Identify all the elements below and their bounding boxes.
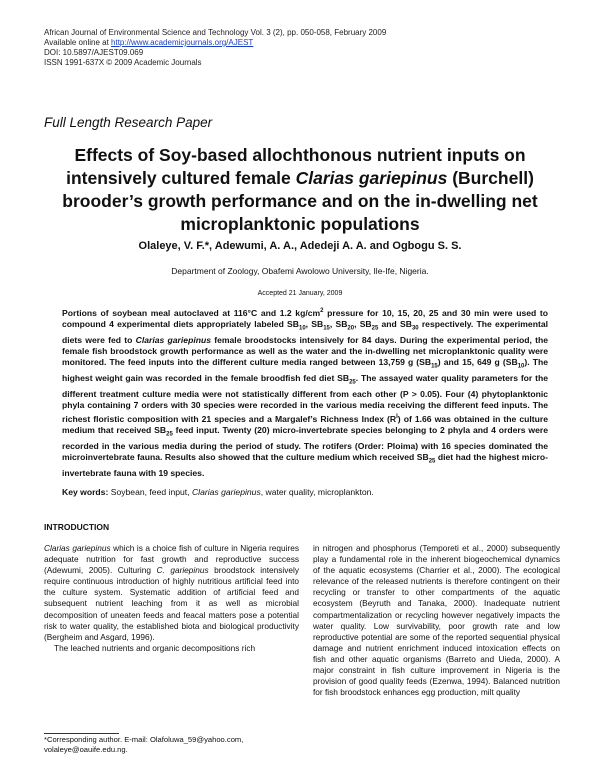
doi-line: DOI: 10.5897/AJEST09.069 bbox=[44, 48, 144, 57]
intro-right-column: in nitrogen and phosphorus (Temporeti et al., 2000) subsequently play a fundamental role in the inherent biogeochemical dynamics of the aquatic ecosystems (Charrier et al., 2000). The ecological relevance of the released nutrients is therefore contingent on their recycling or transfer to other compartments of the aquatic ecosystem (Beyruth and Tanaka, 2000). Inadequate nutrient compartmentalization or recycling however negatively impacts the water quality. Low survivability, poor growth rate and low reproductive potential are some of the reported sequential physical damage and nutrient enrichment induced intoxication effects on fish and other aquatic organisms (Barreto and Uieda, 2000). A major constraint in fish culture improvement in Nigeria is the provision of good quality feeds (Ezenwa, 1994). Balanced nutrition for fish broodstock enhances egg production, milt quality bbox=[313, 543, 560, 698]
paper-title bbox=[30, 144, 570, 236]
keywords-label: Key words: bbox=[62, 487, 109, 497]
intro-paragraph-1: Clarias gariepinus which is a choice fish of culture in Nigeria requires adequate nutrition for fast growth and reproductive success (Adewumi, 2005). Culturing C. gariepinus broodstock intensively require continuous introduction of highly nutritious artificial feed into the culture system. Systematic addition of artificial feed and subsequent nutrient leaching from it as well as microbial decomposition of uneaten feeds and feacal matters pose a potential risk to water quality, the established biota and biological productivity (Bergheim and Asgard, 1996). bbox=[44, 543, 300, 642]
journal-citation: African Journal of Environmental Science and Technology Vol. 3 (2), pp. 050-058, February 2009 bbox=[44, 28, 387, 37]
availability-prefix: Available online at bbox=[44, 38, 112, 47]
availability-line bbox=[44, 38, 253, 48]
article-type: Full Length Research Paper bbox=[44, 115, 213, 130]
affiliation: Department of Zoology, Obafemi Awolowo University, Ile-Ife, Nigeria. bbox=[171, 266, 429, 276]
footnote-divider bbox=[44, 733, 119, 734]
intro-paragraph-2: The leached nutrients and organic decompositions rich bbox=[54, 642, 256, 653]
accepted-date: Accepted 21 January, 2009 bbox=[257, 290, 343, 297]
corresponding-author-footnote: *Corresponding author. E-mail: Olafoluwa_59@yahoo.com, volaleye@oauife.edu.ng. bbox=[44, 735, 244, 754]
issn-line: ISSN 1991-637X © 2009 Academic Journals bbox=[44, 58, 202, 67]
title-part1: Effects of Soy-based allochthonous nutrient inputs on intensively cultured female bbox=[66, 145, 526, 188]
title-part2: (Burchell) brooder’s growth performance and on the in-dwelling net microplanktonic populations bbox=[62, 168, 538, 234]
title-species: Clarias gariepinus bbox=[295, 168, 448, 188]
keywords: Key words: Soybean, feed input, Clarias gariepinus, water quality, microplankton. bbox=[62, 487, 374, 497]
author-list: Olaleye, V. F.*, Adewumi, A. A., Adedeji A. A. and Ogbogu S. S. bbox=[138, 240, 462, 252]
journal-link[interactable]: http://www.academicjournals.org/AJEST bbox=[111, 38, 254, 47]
section-heading-introduction: INTRODUCTION bbox=[44, 522, 110, 532]
abstract: Portions of soybean meal autoclaved at 116°C and 1.2 $kg/cm^2$ pressure for 10, 15, 20, 25 and 30 min were used to compound 4 experimental diets appropriately labeled $SB_{10}$, $SB_{15}$, $SB_{20}$, $SB_{25}$ and $SB_{30}$ respectively. The experimental diets were fed to Clarias gariepinus female broodstocks intensively for 84 days. During the experimental period, the female fish broodstock growth performance as well as the water and the in-dwelling net microplanktonic quality were monitored. The feed inputs into the different culture media ranged between 13,759 g $(SB_{15})$ and 15, 649 g $(SB_{10})$. The highest weight gain was recorded in the female broodfish fed diet $SB_{25}$. The assayed water quality parameters for the different treatment culture media were not statistically different from each other (P > 0.05). Four (4) phytoplanktonic phyla containing 7 orders with 30 species were recorded in the various media receiving the different feed inputs. The richest floristic composition with 21 species and a Margalef’s Richness Index $(R^I)$ of 1.66 was obtained in the culture medium that received $SB_{25}$ feed input. Twenty (20) micro-invertebrate species belonging to 2 phyla and 4 orders were recorded in the various media during the period of study. The rotifers (Order: Ploima) with 16 species dominated the microinvertebrate fauna. Results also showed that the culture medium which received $SB_{25}$ diet had the highest micro-invertebrate fauna with 19 species. bbox=[62, 307, 549, 478]
intro-left-column bbox=[44, 543, 299, 654]
